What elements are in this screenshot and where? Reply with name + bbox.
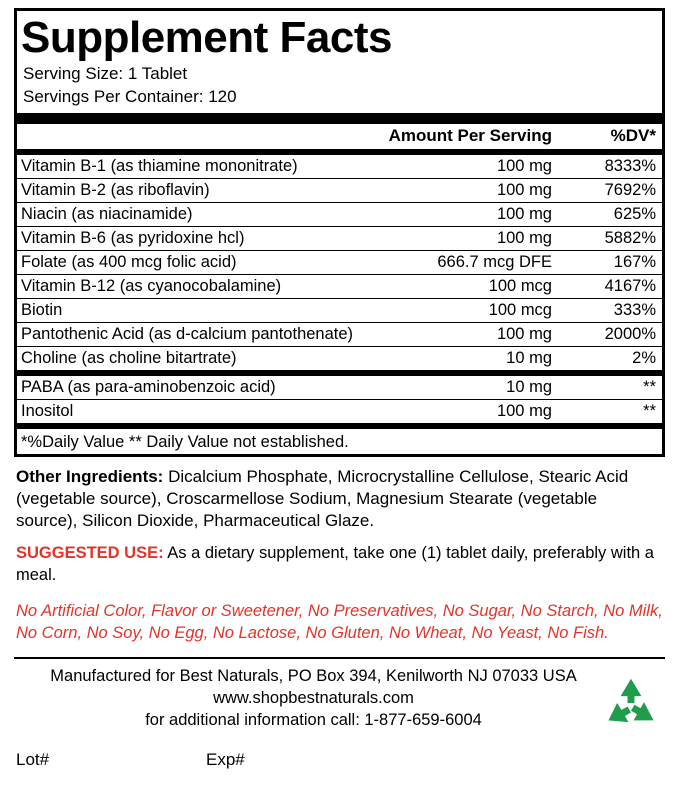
nutrient-name: Pantothenic Acid (as d-calcium pantothenate) xyxy=(17,323,372,347)
nutrient-amount: 666.7 mcg DFE xyxy=(372,251,570,275)
nutrient-amount: 100 mg xyxy=(372,179,570,203)
nutrient-amount: 100 mg xyxy=(372,227,570,251)
other-ingredients-text: Dicalcium Phosphate, Microcrystalline Cellulose, Stearic Acid (vegetable source), Croscarmellose Sodium, Magnesium Stearate (vegetable source), Silicon Dioxide, Pharmaceutical Glaze. xyxy=(16,467,629,530)
nutrient-dv: ** xyxy=(570,400,662,424)
nutrient-dv: 2% xyxy=(570,347,662,371)
nutrient-name: Niacin (as niacinamide) xyxy=(17,203,372,227)
nutrient-dv: ** xyxy=(643,378,656,397)
nutrient-amount: 100 mcg xyxy=(372,299,570,323)
nutrition-table-header xyxy=(17,124,662,149)
other-ingredients-label: Other Ingredients: xyxy=(16,467,164,487)
nutrition-table-secondary xyxy=(17,376,662,423)
lot-exp-row xyxy=(14,750,665,770)
facts-panel xyxy=(14,8,665,457)
manufacturer-phone: for additional information call: 1-877-659-6004 xyxy=(145,711,482,730)
nutrient-name: Folate (as 400 mcg folic acid) xyxy=(17,251,372,275)
nutrient-name: Biotin xyxy=(17,299,372,323)
suggested-use-label: SUGGESTED USE: xyxy=(16,544,164,563)
nutrient-name: Inositol xyxy=(17,400,372,424)
suggested-use-text: As a dietary supplement, take one (1) tablet daily, preferably with a meal. xyxy=(16,544,654,584)
table-row xyxy=(17,347,662,371)
nutrient-amount: 100 mg xyxy=(372,203,570,227)
nutrient-dv: 8333% xyxy=(604,157,656,176)
serving-size: Serving Size: 1 Tablet xyxy=(23,64,188,84)
table-row xyxy=(17,251,662,275)
table-row xyxy=(17,227,662,251)
lot-number-label: Lot# xyxy=(16,749,50,769)
nutrition-table xyxy=(17,124,662,149)
nutrient-amount: 100 mg xyxy=(496,157,552,176)
nutrient-name: Vitamin B-6 (as pyridoxine hcl) xyxy=(17,227,372,251)
serving-info xyxy=(23,63,662,109)
nutrient-amount: 10 mg xyxy=(506,378,552,397)
page-title: Supplement Facts xyxy=(21,13,392,62)
exp-date-label: Exp# xyxy=(206,749,245,769)
nutrient-name: Vitamin B-1 (as thiamine mononitrate) xyxy=(21,157,298,176)
nutrient-name: Vitamin B-12 (as cyanocobalamine) xyxy=(17,275,372,299)
table-row xyxy=(17,299,662,323)
nutrient-dv: 2000% xyxy=(570,323,662,347)
manufacturer-website[interactable]: www.shopbestnaturals.com xyxy=(213,688,414,707)
table-row xyxy=(17,179,662,203)
free-of-statement: No Artificial Color, Flavor or Sweetener, No Preservatives, No Sugar, No Starch, No Milk, No Corn, No Soy, No Egg, No Lactose, No Gluten, No Wheat, No Yeast, No Fish. xyxy=(16,602,663,643)
suggested-use xyxy=(16,543,663,586)
table-row xyxy=(17,275,662,299)
nutrient-dv: 5882% xyxy=(570,227,662,251)
nutrient-name: Choline (as choline bitartrate) xyxy=(17,347,372,371)
nutrient-amount: 100 mg xyxy=(372,323,570,347)
table-header-row xyxy=(17,124,662,149)
table-row xyxy=(17,323,662,347)
manufacturer-address: Manufactured for Best Naturals, PO Box 394, Kenilworth NJ 07033 USA xyxy=(50,666,577,685)
nutrient-dv: 167% xyxy=(570,251,662,275)
nutrient-amount: 100 mg xyxy=(372,400,570,424)
footer-divider xyxy=(14,657,665,659)
nutrient-dv: 625% xyxy=(570,203,662,227)
recycle-icon xyxy=(603,677,659,729)
header-rule-thick xyxy=(17,113,662,124)
table-row xyxy=(17,203,662,227)
nutrient-amount: 10 mg xyxy=(372,347,570,371)
nutrient-amount: 100 mcg xyxy=(372,275,570,299)
table-row xyxy=(17,400,662,424)
servings-per-container: Servings Per Container: 120 xyxy=(23,87,237,107)
daily-value-footnote: *%Daily Value ** Daily Value not established. xyxy=(21,433,349,452)
nutrient-dv: 4167% xyxy=(570,275,662,299)
header-amount-per-serving: Amount Per Serving xyxy=(388,126,552,146)
header-daily-value: %DV* xyxy=(610,126,656,146)
table-row xyxy=(17,376,662,400)
other-ingredients xyxy=(16,466,663,531)
manufacturer-info xyxy=(14,665,665,732)
nutrient-name: PABA (as para-aminobenzoic acid) xyxy=(21,378,276,397)
header-nutrient xyxy=(17,124,372,149)
nutrition-table-body xyxy=(17,155,662,370)
nutrient-name: Vitamin B-2 (as riboflavin) xyxy=(17,179,372,203)
nutrient-dv: 333% xyxy=(570,299,662,323)
table-row xyxy=(17,155,662,179)
nutrient-dv: 7692% xyxy=(570,179,662,203)
